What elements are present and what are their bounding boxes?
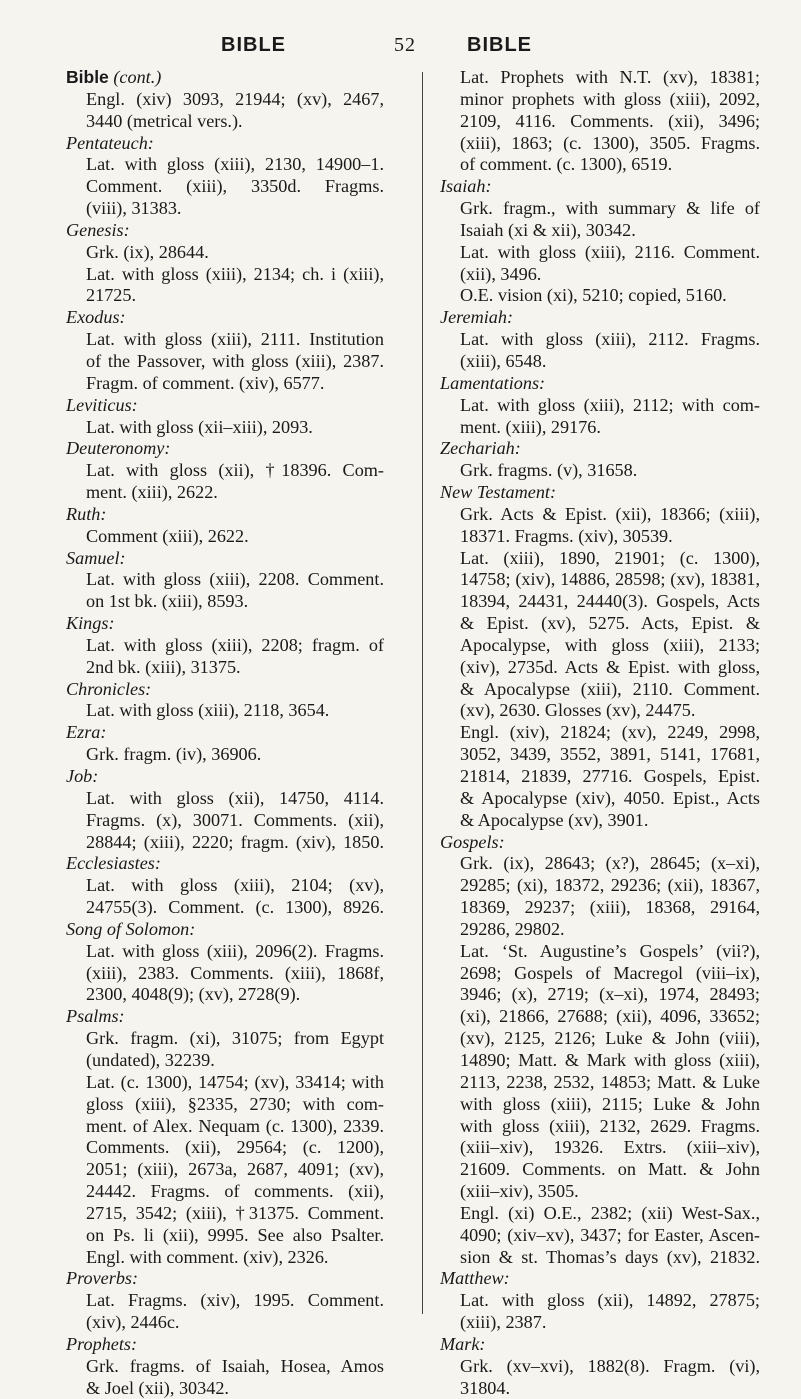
index-line: 2300, 4048(9); (xv), 2728(9). [86, 984, 301, 1005]
index-line: Grk. Acts & Epist. (xii), 18366; (xiii), [460, 503, 760, 524]
index-line: Grk. fragms. of Isaiah, Hosea, Amos [86, 1355, 384, 1376]
index-line: 21814, 21839, 27716. Gospels, Epist. [460, 766, 760, 786]
index-line: Engl. (xi) O.E., 2382; (xii) West-Sax., [460, 1202, 760, 1223]
index-line: Lat. Prophets with N.T. (xv), 18381; [460, 67, 760, 87]
subheading: Zechariah: [440, 438, 521, 459]
subheading: Isaiah: [440, 176, 492, 197]
subheading: Deuteronomy: [66, 438, 171, 459]
subheading: Prophets: [66, 1333, 138, 1354]
index-line: Grk. (ix), 28644. [86, 241, 209, 262]
index-line: Fragms. (x), 30071. Comments. (xii), [86, 809, 384, 830]
left-column [66, 67, 384, 1399]
index-line: 29285; (xi), 18372, 29236; (xii), 18367, [460, 875, 760, 896]
index-line: Lat. with gloss (xiii), 2104; (xv), [86, 875, 384, 896]
right-column [440, 67, 760, 1399]
subheading: Genesis: [66, 219, 130, 240]
index-line: 28844; (xiii), 2220; fragm. (xiv), 1850. [86, 831, 384, 852]
entry-heading-note: (cont.) [108, 67, 162, 87]
index-line: 2715, 3542; (xiii), †31375. Comment. [86, 1202, 384, 1223]
index-line: Lat. with gloss (xii), 14750, 4114. [86, 787, 384, 808]
index-line: Grk. (xv–xvi), 1882(8). Fragm. (vi), [460, 1355, 760, 1376]
index-line: (xiii–xiv), 3505. [460, 1181, 579, 1202]
index-line: Grk. fragms. (v), 31658. [460, 460, 638, 481]
index-line: Lat. (c. 1300), 14754; (xv), 33414; with [86, 1071, 384, 1092]
index-line: 21725. [86, 285, 137, 306]
index-line: O.E. vision (xi), 5210; copied, 5160. [460, 285, 727, 306]
index-line: 3052, 3439, 3552, 3891, 5141, 17681, [460, 744, 760, 765]
index-line: Comments. (xii), 29564; (c. 1200), [86, 1137, 384, 1158]
index-line: on 1st bk. (xiii), 8593. [86, 591, 249, 612]
index-line: 14758; (xiv), 14886, 28598; (xv), 18381, [460, 569, 760, 590]
subheading: Kings: [66, 613, 115, 634]
index-line: Lat. with gloss (xiii), 2208; fragm. of [86, 634, 384, 655]
index-line: 29286, 29802. [460, 918, 565, 939]
subheading: Exodus: [66, 307, 126, 328]
subheading: Ecclesiastes: [66, 853, 161, 874]
index-line: Grk. (ix), 28643; (x?), 28645; (x–xi), [460, 853, 760, 874]
index-line: (xv), 2630. Glosses (xv), 24475. [460, 700, 696, 721]
index-line: with gloss (xiii), 2132, 2629. Fragms. [460, 1115, 760, 1136]
index-line: Grk. fragm. (iv), 36906. [86, 744, 262, 765]
index-line: Lat. with gloss (xiii), 2111. Institution [86, 329, 384, 350]
column-divider [422, 72, 423, 1314]
subheading: Mark: [440, 1333, 486, 1354]
index-line: 18371. Fragms. (xiv), 30539. [460, 525, 673, 546]
subheading: Pentateuch: [66, 132, 154, 153]
index-line: 2698; Gospels of Macregol (viii–ix), [460, 962, 760, 983]
index-line: Lat. with gloss (xiii), 2112. Fragms. [460, 329, 760, 350]
running-head-right: BIBLE [467, 34, 532, 56]
index-line: 2109, 4116. Comments. (xii), 3496; [460, 110, 760, 131]
index-line: Isaiah (xi & xii), 30342. [460, 219, 636, 240]
index-line: sion & st. Thomas’s days (xv), 21832. [460, 1246, 760, 1267]
index-line: & Epist. (xv), 5275. Acts, Epist. & [460, 613, 760, 634]
index-line: Lat. with gloss (xiii), 2118, 3654. [86, 700, 330, 721]
entry-heading [66, 67, 384, 89]
index-line: (xiii–xiv), 19326. Extrs. (xiii–xiv), [460, 1137, 760, 1158]
index-line: on Ps. li (xii), 9995. See also Psalter. [86, 1224, 384, 1245]
index-line: Engl. with comment. (xiv), 2326. [86, 1246, 329, 1267]
index-line: (xiii), 1863; (c. 1300), 3505. Fragms. [460, 132, 760, 153]
index-line: 3946; (x), 2719; (x–xi), 1974, 28493; [460, 984, 760, 1005]
index-line: (viii), 31383. [86, 198, 182, 219]
subheading: Psalms: [66, 1006, 125, 1027]
index-line: (xi), 21866, 27688; (xii), 4096, 33652; [460, 1006, 760, 1027]
page-number: 52 [394, 34, 416, 56]
index-line: 18394, 24431, 24440(3). Gospels, Acts [460, 591, 760, 612]
index-line: with gloss (xiii), 2115; Luke & John [460, 1093, 760, 1114]
index-line: 24755(3). Comment. (c. 1300), 8926. [86, 897, 384, 918]
index-line: (xiv), 2446c. [86, 1312, 180, 1333]
subheading: Samuel: [66, 547, 126, 568]
subheading: Leviticus: [66, 394, 138, 415]
index-line: (xii), 3496. [460, 263, 542, 284]
index-line: Lat. with gloss (xiii), 2208. Comment. [86, 569, 384, 590]
index-line: Lat. with gloss (xiii), 2116. Comment. [460, 241, 760, 262]
index-line: (xiv), 2735d. Acts & Epist. with gloss, [460, 656, 760, 677]
subheading: Chronicles: [66, 678, 152, 699]
index-line: 3440 (metrical vers.). [86, 110, 243, 131]
index-line: & Apocalypse (xiii), 2110. Comment. [460, 678, 760, 699]
subheading: Job: [66, 766, 99, 786]
index-line: Lat. with gloss (xii–xiii), 2093. [86, 416, 313, 437]
index-line: & Apocalypse (xiv), 4050. Epist., Acts [460, 787, 760, 808]
index-line: (undated), 32239. [86, 1049, 215, 1070]
entry-heading-word: Bible [66, 67, 109, 87]
index-line: gloss (xiii), §2335, 2730; with com- [86, 1093, 384, 1114]
index-line: Lat. with gloss (xiii), 2134; ch. i (xiii), [86, 263, 384, 284]
index-line: 2113, 2238, 2532, 14853; Matt. & Luke [460, 1071, 760, 1092]
subheading: Matthew: [440, 1268, 510, 1289]
index-line: ment. (xiii), 2622. [86, 482, 218, 503]
index-line: Fragm. of comment. (xiv), 6577. [86, 372, 325, 393]
index-line: Lat. ‘St. Augustine’s Gospels’ (vii?), [460, 940, 760, 961]
index-line: of the Passover, with gloss (xiii), 2387. [86, 350, 384, 371]
index-line: Lat. with gloss (xiii), 2112; with com- [460, 394, 760, 415]
index-line: ment. of Alex. Nequam (c. 1300), 2339. [86, 1115, 384, 1136]
index-line: Grk. fragm. (xi), 31075; from Egypt [86, 1028, 384, 1049]
subheading: Lamentations: [440, 372, 546, 393]
index-line: Engl. (xiv) 3093, 21944; (xv), 2467, [86, 88, 384, 109]
index-line: (xiii), 2383. Comments. (xiii), 1868f, [86, 962, 384, 983]
index-line: Engl. (xiv), 21824; (xv), 2249, 2998, [460, 722, 760, 743]
subheading: New Testament: [440, 482, 557, 503]
index-line: Lat. with gloss (xii), †18396. Com- [86, 460, 384, 481]
index-line: 14890; Matt. & Mark with gloss (xiii), [460, 1049, 760, 1070]
running-head-left: BIBLE [221, 34, 286, 56]
subheading: Gospels: [440, 831, 505, 852]
index-line: (xiii), 6548. [460, 350, 547, 371]
index-line: 21609. Comments. on Matt. & John [460, 1159, 760, 1180]
index-line: Apocalypse, with gloss (xiii), 2133; [460, 634, 760, 655]
subheading: Proverbs: [66, 1268, 139, 1289]
index-line: Grk. fragm., with summary & life of [460, 198, 760, 219]
index-line: ment. (xiii), 29176. [460, 416, 601, 437]
index-line: Lat. with gloss (xiii), 2130, 14900–1. [86, 154, 384, 175]
index-line: Lat. Fragms. (xiv), 1995. Comment. [86, 1290, 384, 1311]
index-line: 31804. [460, 1377, 511, 1398]
index-line: Comment (xiii), 2622. [86, 525, 249, 546]
index-line: of comment. (c. 1300), 6519. [460, 154, 673, 175]
index-line: 24442. Fragms. of comments. (xii), [86, 1181, 384, 1202]
index-line: & Apocalypse (xv), 3901. [460, 809, 649, 830]
index-line: (xiii), 2387. [460, 1312, 547, 1333]
index-line: (xv), 2125, 2126; Luke & John (viii), [460, 1028, 760, 1049]
index-line: Lat. (xiii), 1890, 21901; (c. 1300), [460, 547, 760, 568]
subheading: Jeremiah: [440, 307, 514, 328]
index-line: Lat. with gloss (xii), 14892, 27875; [460, 1290, 760, 1311]
index-line: Comment. (xiii), 3350d. Fragms. [86, 176, 384, 197]
index-line: 18369, 29237; (xiii), 18368, 29164, [460, 897, 760, 918]
subheading: Ruth: [66, 503, 107, 524]
index-line: 2051; (xiii), 2673a, 2687, 4091; (xv), [86, 1159, 384, 1180]
index-line: minor prophets with gloss (xiii), 2092, [460, 88, 760, 109]
subheading: Song of Solomon: [66, 918, 196, 939]
index-line: & Joel (xii), 30342. [86, 1377, 229, 1398]
running-head [0, 34, 801, 64]
subheading: Ezra: [66, 722, 107, 743]
index-line: Lat. with gloss (xiii), 2096(2). Fragms. [86, 940, 384, 961]
index-line: 2nd bk. (xiii), 31375. [86, 656, 241, 677]
index-line: 4090; (xiv–xv), 3437; for Easter, Ascen- [460, 1224, 760, 1245]
